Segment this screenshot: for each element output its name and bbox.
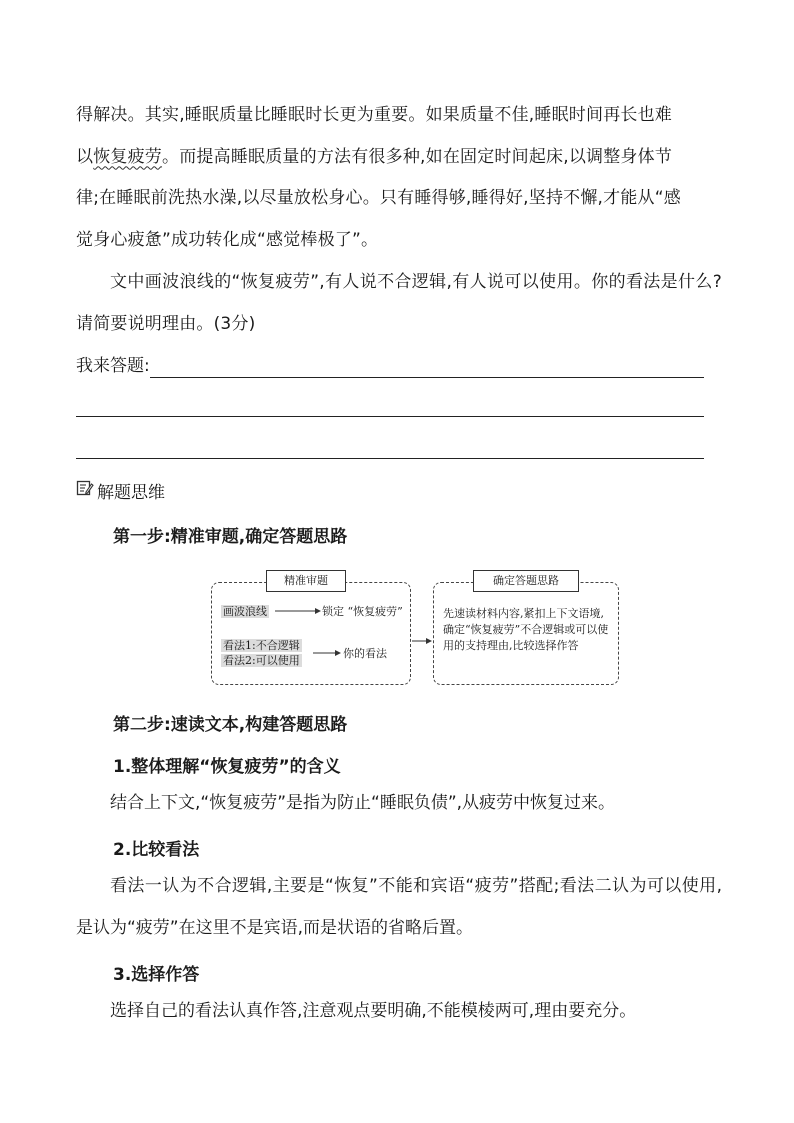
- diagram-item-2-label: [221, 638, 302, 668]
- passage-line-2: [76, 137, 722, 179]
- sub-3-title: 3.选择作答: [113, 965, 200, 985]
- arrow-right-icon: [275, 606, 321, 616]
- answer-line-3[interactable]: [76, 458, 704, 459]
- question-text: 文中画波浪线的“恢复疲劳”,有人说不合逻辑,有人说可以使用。你的看法是什么?请简要说明理由。(3分): [76, 272, 722, 334]
- diagram-left-box: [211, 582, 411, 685]
- answer-label: 我来答题:: [76, 356, 150, 376]
- answer-line-1[interactable]: [150, 355, 704, 378]
- diagram-left-title: 精准审题: [266, 570, 346, 592]
- diagram-view-2: 看法2:可以使用: [223, 654, 300, 667]
- analysis-diagram: [211, 566, 619, 686]
- section-title: 解题思维: [97, 483, 165, 503]
- wavy-underlined-phrase: 恢复疲劳: [93, 146, 163, 167]
- diagram-right-text: 先速读材料内容,紧扣上下文语境,确定“恢复疲劳”不合逻辑或可以使用的支持理由,比较选择作答: [443, 607, 609, 652]
- step-2-title: 第二步:速读文本,构建答题思路: [113, 715, 348, 735]
- diagram-item-2-target: 你的看法: [343, 647, 387, 660]
- sub-2-text: 看法一认为不合逻辑,主要是“恢复”不能和宾语“疲劳”搭配;看法二认为可以使用,是认为“疲劳”在这里不是宾语,而是状语的省略后置。: [76, 876, 722, 938]
- passage-line-2-post: 。而提高睡眠质量的方法有很多种,如在固定时间起床,以调整身体节: [162, 146, 673, 167]
- edit-note-icon: [76, 479, 94, 502]
- passage-line-2-pre: 以: [76, 146, 94, 167]
- diagram-view-1: 看法1:不合逻辑: [223, 639, 300, 652]
- sub-2-title: 2.比较看法: [113, 840, 200, 860]
- sub-3-text: 选择自己的看法认真作答,注意观点要明确,不能模棱两可,理由要充分。: [110, 1001, 637, 1021]
- passage-line-4: 觉身心疲惫”成功转化成“感觉棒极了”。: [76, 229, 379, 250]
- arrow-right-icon: [412, 636, 432, 646]
- answer-line-2[interactable]: [76, 416, 704, 417]
- passage-paragraph: [76, 95, 722, 261]
- diagram-item-1-target: 锁定 “恢复疲劳”: [322, 605, 403, 618]
- passage-line-3: 律;在睡眠前洗热水澡,以尽量放松身心。只有睡得够,睡得好,坚持不懈,才能从“感: [76, 188, 681, 208]
- arrow-right-icon: [313, 648, 341, 658]
- diagram-item-1-label: 画波浪线: [223, 605, 267, 618]
- sub-1-text: 结合上下文,“恢复疲劳”是指为防止“睡眠负债”,从疲劳中恢复过来。: [110, 793, 616, 813]
- passage-line-1: 得解决。其实,睡眠质量比睡眠时长更为重要。如果质量不佳,睡眠时间再长也难: [76, 105, 673, 125]
- sub-1-title: 1.整体理解“恢复疲劳”的含义: [113, 757, 341, 777]
- diagram-right-title: 确定答题思路: [473, 570, 579, 592]
- step-1-title: 第一步:精准审题,确定答题思路: [113, 527, 348, 547]
- section-header: [76, 478, 165, 503]
- answer-row[interactable]: [76, 348, 704, 378]
